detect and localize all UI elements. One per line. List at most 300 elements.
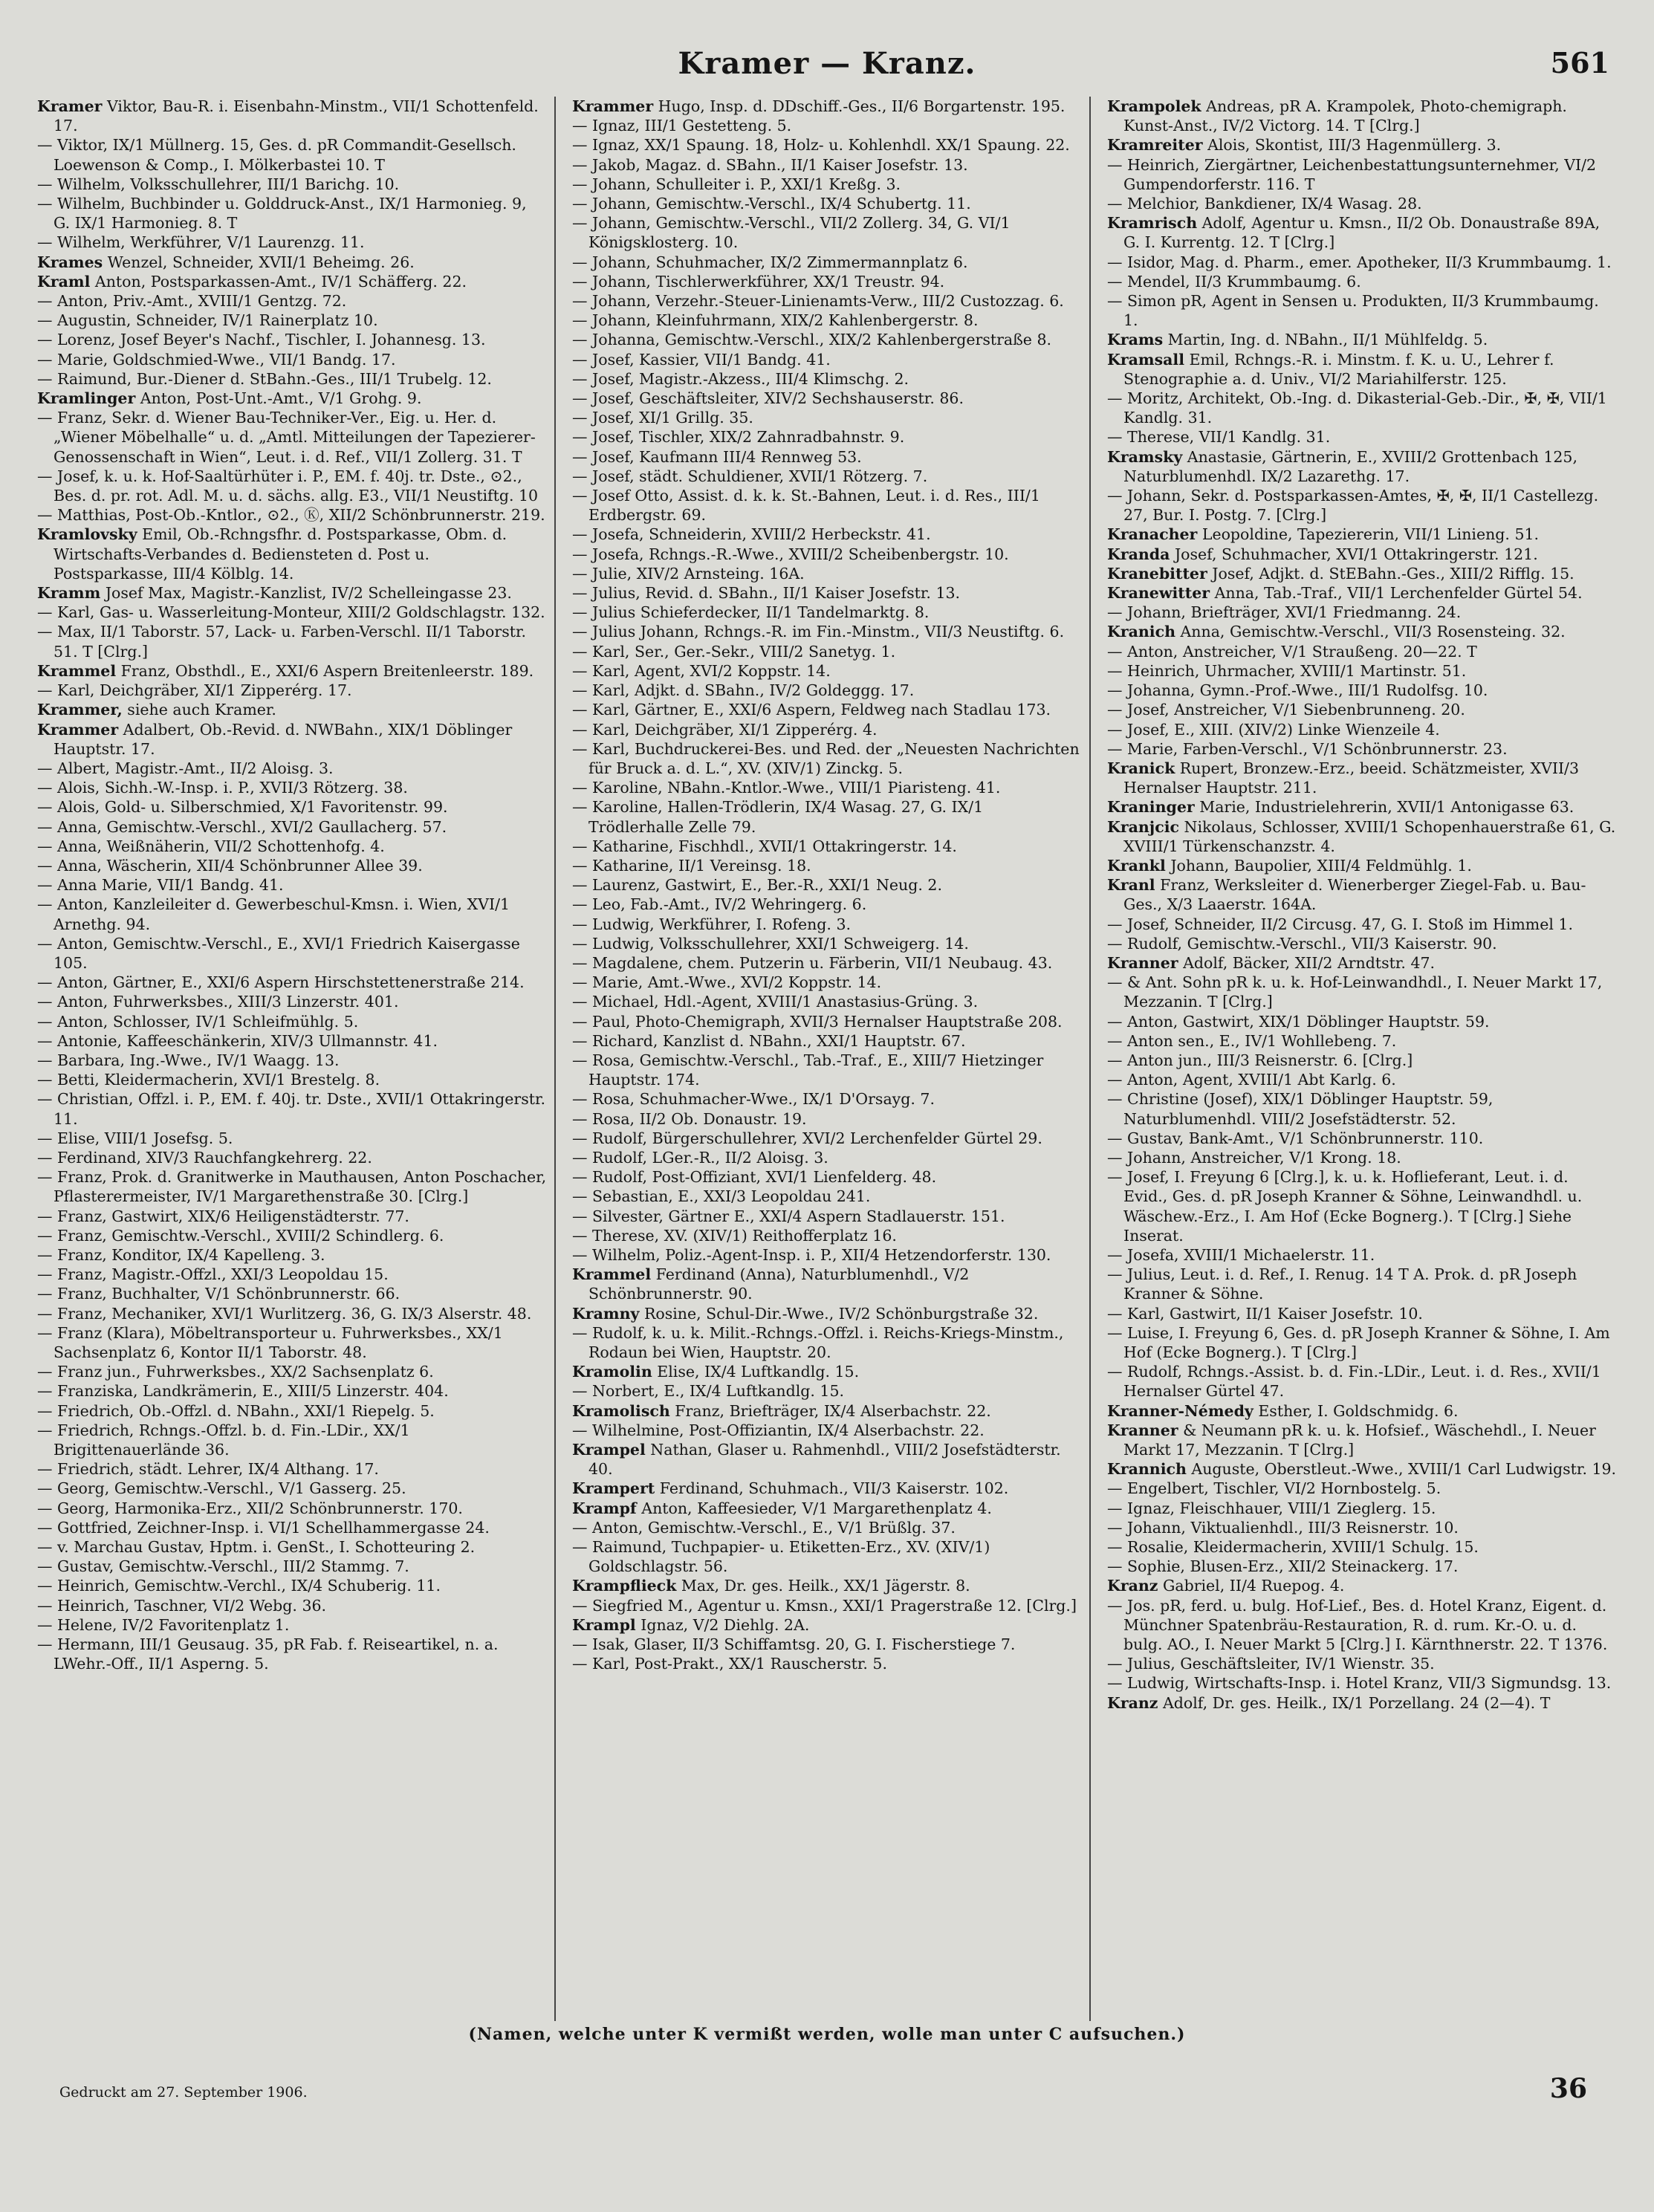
entry-details: Emil, Rchngs.-R. i. Minstm. f. K. u. U., Lehrer f. Stenographie a. d. Univ., VI/2 Mariahilferstr. 125. xyxy=(1123,350,1554,388)
directory-entry xyxy=(37,330,547,349)
directory-entry xyxy=(1107,1265,1617,1303)
directory-entry xyxy=(572,1537,1082,1576)
entry-details: — Lorenz, Josef Beyer's Nachf., Tischler, I. Johannesg. 13. xyxy=(37,331,486,349)
entry-details: — Jos. pR, ferd. u. bulg. Hof-Lief., Bes. d. Hotel Kranz, Eigent. d. Münchner Spatenbräu-Restauration, R. d. rum. Kr.-O. u. d. bulg. AO., I. Neuer Markt 5 [Clrg.] I. Kärnthnerstr. 22. T 1376. xyxy=(1107,1596,1608,1654)
column-middle xyxy=(572,97,1091,2021)
entry-details: & Neumann pR k. u. k. Hofsief., Wäschehdl., I. Neuer Markt 17, Mezzanin. T [Clrg.] xyxy=(1123,1421,1596,1459)
entry-details: — Johann, Viktualienhdl., III/3 Reisnerstr. 10. xyxy=(1107,1518,1459,1537)
entry-details: — Gustav, Gemischtw.-Verschl., III/2 Stammg. 7. xyxy=(37,1557,409,1576)
directory-entry xyxy=(572,1265,1082,1303)
directory-entry xyxy=(572,992,1082,1011)
entry-surname: Krampl xyxy=(572,1615,636,1634)
entry-surname: Kranick xyxy=(1107,759,1175,777)
entry-details: — Anton, Agent, XVIII/1 Abt Karlg. 6. xyxy=(1107,1071,1396,1089)
entry-details: — Josef, k. u. k. Hof-Saaltürhüter i. P., EM. f. 40j. tr. Dste., ⊙2., Bes. d. pr. rot. Adl. M. u. d. sächs. allg. E3., VII/1 Neustiftg. 10 xyxy=(37,467,539,505)
entry-details: — Julius, Geschäftsleiter, IV/1 Wienstr. 35. xyxy=(1107,1655,1435,1673)
entry-details: — Rudolf, Rchngs.-Assist. b. d. Fin.-LDir., Leut. i. d. Res., XVII/1 Hernalser Gürtel 47. xyxy=(1107,1363,1601,1401)
entry-details: — Sophie, Blusen-Erz., XII/2 Steinackerg. 17. xyxy=(1107,1557,1459,1576)
directory-entry xyxy=(37,1596,547,1615)
entry-surname: Kramsky xyxy=(1107,447,1183,466)
entry-details: — Josef, Schneider, II/2 Circusg. 47, G. I. Stoß im Himmel 1. xyxy=(1107,915,1573,933)
directory-entry xyxy=(1107,253,1617,272)
entry-surname: Krampel xyxy=(572,1441,646,1459)
entry-details: Ferdinand, Schuhmach., VII/3 Kaiserstr. 102. xyxy=(655,1479,1009,1498)
entry-details: — Alois, Gold- u. Silberschmied, X/1 Favoritenstr. 99. xyxy=(37,798,448,817)
directory-entry xyxy=(1107,739,1617,759)
entry-details: — Marie, Amt.-Wwe., XVI/2 Koppstr. 14. xyxy=(572,973,882,992)
entry-surname: Krampflieck xyxy=(572,1577,677,1595)
directory-entry xyxy=(572,603,1082,622)
entry-details: — Josef, XI/1 Grillg. 35. xyxy=(572,409,753,427)
entry-details: — Rosa, II/2 Ob. Donaustr. 19. xyxy=(572,1109,807,1128)
directory-entry xyxy=(572,1148,1082,1167)
directory-entry xyxy=(1107,759,1617,797)
directory-entry xyxy=(37,1537,547,1557)
entry-details: — Anton, Anstreicher, V/1 Straußeng. 20—22. T xyxy=(1107,642,1477,661)
entry-surname: Kranda xyxy=(1107,545,1170,563)
directory-entry xyxy=(572,467,1082,486)
directory-entry xyxy=(572,1401,1082,1421)
directory-entry xyxy=(37,233,547,252)
entry-details: — Josef, E., XIII. (XIV/2) Linke Wienzeile 4. xyxy=(1107,720,1440,739)
entry-details: Ignaz, V/2 Diehlg. 2A. xyxy=(635,1615,810,1634)
directory-entry xyxy=(37,1207,547,1226)
directory-entry xyxy=(37,661,547,681)
footer-note: (Namen, welche unter K vermißt werden, wolle man unter C aufsuchen.) xyxy=(468,2025,1186,2044)
entry-details: — Ludwig, Volksschullehrer, XXI/1 Schweigerg. 14. xyxy=(572,934,969,953)
directory-entry xyxy=(572,97,1082,116)
entry-surname: Krammel xyxy=(572,1265,652,1284)
entry-details: — Therese, VII/1 Kandlg. 31. xyxy=(1107,428,1331,447)
entry-details: — Wilhelm, Werkführer, V/1 Laurenzg. 11. xyxy=(37,233,365,252)
entry-details: Max, Dr. ges. Heilk., XX/1 Jägerstr. 8. xyxy=(676,1577,970,1595)
entry-details: — Simon pR, Agent in Sensen u. Produkten, II/3 Krummbaumg. 1. xyxy=(1107,292,1599,330)
directory-entry xyxy=(37,1051,547,1070)
entry-details: — v. Marchau Gustav, Hptm. i. GenSt., I. Schotteuring 2. xyxy=(37,1538,476,1557)
directory-entry xyxy=(1107,856,1617,875)
directory-entry xyxy=(1107,953,1617,973)
directory-entry xyxy=(1107,720,1617,739)
directory-entry xyxy=(37,622,547,661)
entry-details: — Katharine, II/1 Vereinsg. 18. xyxy=(572,856,811,875)
directory-entry xyxy=(572,1635,1082,1654)
entry-details: — Marie, Farben-Verschl., V/1 Schönbrunnerstr. 23. xyxy=(1107,739,1508,758)
entry-details: — Sebastian, E., XXI/3 Leopoldau 241. xyxy=(572,1187,871,1206)
directory-entry xyxy=(1107,97,1617,135)
entry-details: — Anna, Wäscherin, XII/4 Schönbrunner Allee 39. xyxy=(37,856,423,875)
directory-entry xyxy=(572,350,1082,369)
directory-entry xyxy=(37,135,547,174)
entry-details: — Therese, XV. (XIV/1) Reithofferplatz 16. xyxy=(572,1226,897,1245)
directory-entry xyxy=(37,1070,547,1089)
directory-entry xyxy=(572,253,1082,272)
entry-details: — Hermann, III/1 Geusaug. 35, pR Fab. f. Reiseartikel, n. a. LWehr.-Off., II/1 Asperng. 5. xyxy=(37,1635,499,1673)
directory-entry xyxy=(572,1596,1082,1615)
directory-entry xyxy=(1107,1518,1617,1537)
directory-entry xyxy=(1107,915,1617,934)
directory-entry xyxy=(572,1207,1082,1226)
entry-details: — Johann, Sekr. d. Postsparkassen-Amtes, ✠, ✠, II/1 Castellezg. 27, Bur. I. Postg. 7. [Clrg.] xyxy=(1107,487,1599,525)
entry-details: Nikolaus, Schlosser, XVIII/1 Schopenhauerstraße 61, G. XVIII/1 Türkenschanzstr. 4. xyxy=(1123,817,1616,855)
directory-entry xyxy=(1107,622,1617,641)
entry-details: — Moritz, Architekt, Ob.-Ing. d. Dikasterial-Geb.-Dir., ✠, ✠, VII/1 Kandlg. 31. xyxy=(1107,389,1607,427)
entry-details: — Max, II/1 Taborstr. 57, Lack- u. Farben-Verschl. II/1 Taborstr. 51. T [Clrg.] xyxy=(37,623,527,661)
entry-details: — Johann, Schulleiter i. P., XXI/1 Kreßg. 3. xyxy=(572,175,901,193)
directory-entry xyxy=(572,389,1082,408)
entry-details: Gabriel, II/4 Ruepog. 4. xyxy=(1158,1577,1345,1595)
entry-details: — Julius Schieferdecker, II/1 Tandelmarktg. 8. xyxy=(572,603,930,622)
entry-details: Josef, Adjkt. d. StEBahn.-Ges., XIII/2 Rifflg. 15. xyxy=(1207,564,1574,583)
directory-entry xyxy=(572,427,1082,447)
entry-details: — Johann, Tischlerwerkführer, XX/1 Treustr. 94. xyxy=(572,272,945,291)
column-left xyxy=(37,97,556,2021)
entry-details: — Rudolf, k. u. k. Milit.-Rchngs.-Offzl. i. Reichs-Kriegs-Minstm., Rodaun bei Wien, Hauptstr. 20. xyxy=(572,1323,1064,1361)
directory-entry xyxy=(37,369,547,389)
entry-surname: Kramny xyxy=(572,1304,640,1323)
directory-entry xyxy=(1107,1499,1617,1518)
directory-entry xyxy=(572,408,1082,427)
entry-surname: Kranjcic xyxy=(1107,817,1179,836)
directory-entry xyxy=(572,1323,1082,1362)
entry-details: — Karl, Post-Prakt., XX/1 Rauscherstr. 5. xyxy=(572,1655,887,1673)
entry-details: — Ferdinand, XIV/3 Rauchfangkehrerg. 22. xyxy=(37,1148,372,1167)
directory-entry xyxy=(37,1635,547,1673)
directory-entry xyxy=(1107,1673,1617,1693)
entry-details: — Friedrich, Rchngs.-Offzl. b. d. Fin.-LDir., XX/1 Brigittenauerlände 36. xyxy=(37,1421,410,1459)
directory-entry xyxy=(37,1323,547,1362)
entry-details: Auguste, Oberstleut.-Wwe., XVIII/1 Carl Ludwigstr. 19. xyxy=(1186,1460,1617,1479)
entry-details: Hugo, Insp. d. DDschiff.-Ges., II/6 Borgartenstr. 195. xyxy=(653,97,1066,115)
directory-entry xyxy=(1107,700,1617,719)
entry-details: — Karl, Gastwirt, II/1 Kaiser Josefstr. 10. xyxy=(1107,1304,1423,1323)
directory-entry xyxy=(37,408,547,467)
entry-details: Adalbert, Ob.-Revid. d. NWBahn., XIX/1 Döblinger Hauptstr. 17. xyxy=(53,720,513,758)
entry-details: — Heinrich, Taschner, VI/2 Webg. 36. xyxy=(37,1596,327,1615)
directory-entry xyxy=(1107,291,1617,330)
entry-details: — Anton jun., III/3 Reisnerstr. 6. [Clrg.] xyxy=(1107,1051,1413,1069)
entry-details: — Karoline, Hallen-Trödlerin, IX/4 Wasag. 27, G. IX/1 Trödlerhalle Zelle 79. xyxy=(572,798,984,836)
directory-entry xyxy=(37,1245,547,1265)
directory-entry xyxy=(572,1109,1082,1129)
entry-details: — Raimund, Tuchpapier- u. Etiketten-Erz., XV. (XIV/1) Goldschlagstr. 56. xyxy=(572,1538,990,1576)
entry-details: — Friedrich, Ob.-Offzl. d. NBahn., XXI/1 Riepelg. 5. xyxy=(37,1401,435,1420)
directory-entry xyxy=(1107,525,1617,544)
directory-entry xyxy=(572,700,1082,719)
entry-details: — Siegfried M., Agentur u. Kmsn., XXI/1 Pragerstraße 12. [Clrg.] xyxy=(572,1596,1077,1615)
directory-entry xyxy=(572,272,1082,291)
entry-surname: Kranner xyxy=(1107,953,1178,972)
entry-details: Rosine, Schul-Dir.-Wwe., IV/2 Schönburgstraße 32. xyxy=(639,1304,1039,1323)
entry-details: — Luise, I. Freyung 6, Ges. d. pR Joseph Kranner & Söhne, I. Am Hof (Ecke Bognerg.). T [Clrg.] xyxy=(1107,1323,1610,1361)
entry-details: — Albert, Magistr.-Amt., II/2 Aloisg. 3. xyxy=(37,759,334,777)
entry-details: — Paul, Photo-Chemigraph, XVII/3 Hernalser Hauptstraße 208. xyxy=(572,1012,1063,1031)
directory-entry xyxy=(37,1284,547,1303)
entry-details: — Viktor, IX/1 Müllnerg. 15, Ges. d. pR Commandit-Gesellsch. Loewenson & Comp., I. Mölkerbastei 10. T xyxy=(37,136,516,174)
entry-details: Andreas, pR A. Krampolek, Photo-chemigraph. Kunst-Anst., IV/2 Victorg. 14. T [Clrg.] xyxy=(1123,97,1567,135)
directory-entry xyxy=(1107,1031,1617,1051)
directory-entry xyxy=(37,1615,547,1635)
directory-entry xyxy=(37,603,547,622)
entry-details: — Josef, I. Freyung 6 [Clrg.], k. u. k. Hoflieferant, Leut. i. d. Evid., Ges. d. pR Joseph Kranner & Söhne, Leinwandhdl. u. Wäschew.-Erz., I. Am Hof (Ecke Bognerg.). T [Clrg.] Siehe Inserat. xyxy=(1107,1168,1583,1245)
entry-details: — Ludwig, Werkführer, I. Rofeng. 3. xyxy=(572,915,852,933)
entry-details: — Josef, Tischler, XIX/2 Zahnradbahnstr. 9. xyxy=(572,428,905,447)
directory-entry xyxy=(37,837,547,856)
directory-entry xyxy=(37,253,547,272)
directory-entry xyxy=(572,155,1082,175)
entry-details: — Karl, Ser., Ger.-Sekr., VIII/2 Sanetyg. 1. xyxy=(572,642,896,661)
entry-details: — Josef Otto, Assist. d. k. k. St.-Bahnen, Leut. i. d. Res., III/1 Erdbergstr. 69. xyxy=(572,487,1040,525)
directory-entry xyxy=(37,1148,547,1167)
entry-details: — Wilhelm, Poliz.-Agent-Insp. i. P., XII/4 Hetzendorferstr. 130. xyxy=(572,1245,1051,1264)
entry-details: — Engelbert, Tischler, VI/2 Hornbostelg. 5. xyxy=(1107,1479,1441,1498)
directory-entry xyxy=(37,583,547,603)
directory-entry xyxy=(1107,1654,1617,1673)
directory-entry xyxy=(572,1421,1082,1440)
entry-details: Adolf, Bäcker, XII/2 Arndtstr. 47. xyxy=(1178,953,1436,972)
entry-details: — Rosa, Gemischtw.-Verschl., Tab.-Traf., E., XIII/7 Hietzinger Hauptstr. 174. xyxy=(572,1051,1044,1089)
directory-entry xyxy=(1107,934,1617,953)
directory-entry xyxy=(1107,272,1617,291)
directory-entry xyxy=(1107,1012,1617,1031)
directory-entry xyxy=(1107,1167,1617,1245)
directory-entry xyxy=(572,1051,1082,1089)
entry-details: — Mendel, II/3 Krummbaumg. 6. xyxy=(1107,272,1361,291)
directory-entry xyxy=(572,681,1082,700)
entry-surname: Krampert xyxy=(572,1479,655,1498)
entry-details: — Johanna, Gymn.-Prof.-Wwe., III/1 Rudolfsg. 10. xyxy=(1107,681,1488,700)
directory-entry xyxy=(1107,330,1617,349)
entry-details: — Anton, Gemischtw.-Verschl., E., XVI/1 Friedrich Kaisergasse 105. xyxy=(37,934,520,972)
directory-entry xyxy=(1107,1323,1617,1362)
entry-details: Ferdinand (Anna), Naturblumenhdl., V/2 Schönbrunnerstr. 90. xyxy=(588,1265,970,1303)
directory-entry xyxy=(572,369,1082,389)
entry-details: — Augustin, Schneider, IV/1 Rainerplatz 10. xyxy=(37,311,378,330)
directory-entry xyxy=(1107,661,1617,681)
directory-entry xyxy=(37,291,547,311)
directory-entry xyxy=(572,973,1082,992)
directory-entry xyxy=(37,1012,547,1031)
entry-details: — Johann, Kleinfuhrmann, XIX/2 Kahlenbergerstr. 8. xyxy=(572,311,979,330)
directory-entry xyxy=(37,895,547,933)
directory-entry xyxy=(37,759,547,778)
directory-entry xyxy=(37,311,547,330)
entry-details: — Josef, Magistr.-Akzess., III/4 Klimschg. 2. xyxy=(572,369,909,388)
entry-details: — Christine (Josef), XIX/1 Döblinger Hauptstr. 59, Naturblumenhdl. VIII/2 Josefstädterstr. 52. xyxy=(1107,1090,1494,1128)
directory-entry xyxy=(572,311,1082,330)
directory-entry xyxy=(572,1129,1082,1148)
directory-entry xyxy=(1107,1693,1617,1713)
directory-entry xyxy=(37,1226,547,1245)
directory-entry xyxy=(572,545,1082,564)
entry-details: Josef, Schuhmacher, XVI/1 Ottakringerstr. 121. xyxy=(1170,545,1538,563)
directory-entry xyxy=(37,681,547,700)
directory-entry xyxy=(572,1012,1082,1031)
entry-details: — Heinrich, Uhrmacher, XVIII/1 Martinstr. 51. xyxy=(1107,661,1467,680)
entry-details: — Franz, Buchhalter, V/1 Schönbrunnerstr. 66. xyxy=(37,1285,400,1303)
entry-surname: Kramer xyxy=(37,97,103,115)
entry-details: — Rudolf, Post-Offiziant, XVI/1 Lienfelderg. 48. xyxy=(572,1168,937,1187)
directory-entry xyxy=(1107,545,1617,564)
directory-entry xyxy=(37,720,547,759)
entry-details: — Ludwig, Wirtschafts-Insp. i. Hotel Kranz, VII/3 Sigmundsg. 13. xyxy=(1107,1674,1612,1693)
entry-details: — Leo, Fab.-Amt., IV/2 Wehringerg. 6. xyxy=(572,895,867,914)
directory-entry xyxy=(1107,447,1617,486)
directory-entry xyxy=(1107,797,1617,817)
directory-entry xyxy=(572,856,1082,875)
directory-entry xyxy=(1107,642,1617,661)
entry-details: — Anton, Fuhrwerksbes., XIII/3 Linzerstr. 401. xyxy=(37,993,399,1011)
entry-details: Franz, Briefträger, IX/4 Alserbachstr. 22. xyxy=(669,1401,991,1420)
entry-details: — Julius, Revid. d. SBahn., II/1 Kaiser Josefstr. 13. xyxy=(572,584,961,603)
entry-details: — Laurenz, Gastwirt, E., Ber.-R., XXI/1 Neug. 2. xyxy=(572,876,942,895)
entry-surname: Kranacher xyxy=(1107,525,1198,544)
directory-entry xyxy=(37,992,547,1011)
entry-details: Adolf, Agentur u. Kmsn., II/2 Ob. Donaustraße 89A, G. I. Kurrentg. 12. T [Clrg.] xyxy=(1123,214,1601,252)
entry-surname: Kranewitter xyxy=(1107,584,1210,603)
directory-entry xyxy=(1107,583,1617,603)
entry-details: — Julius, Leut. i. d. Ref., I. Renug. 14 T A. Prok. d. pR Joseph Kranner & Söhne. xyxy=(1107,1265,1577,1303)
directory-entry xyxy=(1107,875,1617,914)
directory-entry xyxy=(1107,135,1617,155)
entry-details: — Rosa, Schuhmacher-Wwe., IX/1 D'Orsayg. 7. xyxy=(572,1090,935,1109)
entry-details: Franz, Obsthdl., E., XXI/6 Aspern Breitenleerstr. 189. xyxy=(116,661,534,680)
directory-entry xyxy=(572,1187,1082,1206)
entry-details: — Katharine, Fischhdl., XVII/1 Ottakringerstr. 14. xyxy=(572,837,957,855)
directory-entry xyxy=(572,583,1082,603)
directory-entry xyxy=(572,661,1082,681)
entry-details: — Anton sen., E., IV/1 Wohllebeng. 7. xyxy=(1107,1031,1397,1050)
entry-surname: Krams xyxy=(1107,331,1164,349)
directory-entry xyxy=(1107,1459,1617,1479)
entry-details: — Franz, Sekr. d. Wiener Bau-Techniker-Ver., Eig. u. Her. d. „Wiener Möbelhalle“ u. d. „Amtl. Mitteilungen der Tapezierer-Genossenschaft in Wien“, Leut. i. d. Ref., VII/1 Zollerg. 31. T xyxy=(37,409,536,466)
directory-entry xyxy=(37,934,547,973)
directory-entry xyxy=(572,915,1082,934)
entry-details: — Karl, Gärtner, E., XXI/6 Aspern, Feldweg nach Stadlau 173. xyxy=(572,701,1051,719)
directory-entry xyxy=(1107,389,1617,427)
entry-details: — Franz, Magistr.-Offzl., XXI/3 Leopoldau 15. xyxy=(37,1265,389,1284)
directory-entry xyxy=(572,486,1082,525)
directory-entry xyxy=(572,739,1082,778)
directory-entry xyxy=(1107,1421,1617,1459)
directory-entry xyxy=(37,1381,547,1401)
entry-details: — Johann, Briefträger, XVI/1 Friedmanng. 24. xyxy=(1107,603,1462,622)
directory-entry xyxy=(572,1499,1082,1518)
entry-surname: Kramrisch xyxy=(1107,214,1198,233)
directory-entry xyxy=(1107,350,1617,389)
directory-entry xyxy=(37,1304,547,1323)
entry-details: Franz, Werksleiter d. Wienerberger Ziegel-Fab. u. Bau-Ges., X/3 Laaerstr. 164A. xyxy=(1123,876,1586,914)
entry-details: — Johann, Gemischtw.-Verschl., IX/4 Schubertg. 11. xyxy=(572,195,971,213)
entry-details: Anna, Tab.-Traf., VII/1 Lerchenfelder Gürtel 54. xyxy=(1210,584,1583,603)
entry-details: — Franz, Gemischtw.-Verschl., XVIII/2 Schindlerg. 6. xyxy=(37,1226,444,1245)
entry-details: — Franz, Prok. d. Granitwerke in Mauthausen, Anton Poschacher, Pflasterermeister, IV/1 Margarethenstraße 30. [Clrg.] xyxy=(37,1168,547,1206)
entry-details: Johann, Baupolier, XIII/4 Feldmühlg. 1. xyxy=(1165,856,1472,875)
directory-entry xyxy=(572,837,1082,856)
directory-entry xyxy=(572,564,1082,583)
entry-details: Marie, Industrielehrerin, XVII/1 Antonigasse 63. xyxy=(1194,798,1574,817)
directory-entry xyxy=(37,1421,547,1459)
entry-details: — Franz (Klara), Möbeltransporteur u. Fuhrwerksbes., XX/1 Sachsenplatz 6, Kontor II/1 Taborstr. 48. xyxy=(37,1323,503,1361)
entry-details: — Karl, Agent, XVI/2 Koppstr. 14. xyxy=(572,661,831,680)
directory-entry xyxy=(572,1362,1082,1381)
directory-entry xyxy=(1107,1129,1617,1148)
directory-entry xyxy=(1107,1537,1617,1557)
directory-entry xyxy=(1107,564,1617,583)
entry-surname: Krankl xyxy=(1107,856,1166,875)
entry-surname: Kranl xyxy=(1107,876,1155,895)
entry-details: — Georg, Gemischtw.-Verschl., V/1 Gasserg. 25. xyxy=(37,1479,406,1498)
directory-entry xyxy=(1107,213,1617,252)
entry-details: — Josef, Anstreicher, V/1 Siebenbrunneng. 20. xyxy=(1107,701,1465,719)
entry-details: — Julie, XIV/2 Arnsteing. 16A. xyxy=(572,564,805,583)
directory-entry xyxy=(37,97,547,135)
entry-details: — Anton, Schlosser, IV/1 Schleifmühlg. 5. xyxy=(37,1012,359,1031)
entry-details: Viktor, Bau-R. i. Eisenbahn-Minstm., VII/1 Schottenfeld. 17. xyxy=(53,97,539,135)
entry-details: Martin, Ing. d. NBahn., II/1 Mühlfeldg. 5. xyxy=(1163,331,1488,349)
directory-entry xyxy=(37,1479,547,1498)
directory-entry xyxy=(37,817,547,837)
entry-details: — Heinrich, Gemischtw.-Verchl., IX/4 Schuberig. 11. xyxy=(37,1577,441,1595)
directory-entry xyxy=(572,1518,1082,1537)
entry-surname: Krampolek xyxy=(1107,97,1201,115)
entry-details: Anton, Postsparkassen-Amt., IV/1 Schäfferg. 22. xyxy=(90,272,467,291)
directory-entry xyxy=(572,1245,1082,1265)
directory-entry xyxy=(1107,973,1617,1011)
entry-details: Nathan, Glaser u. Rahmenhdl., VIII/2 Josefstädterstr. 40. xyxy=(588,1441,1061,1479)
page-number: 561 xyxy=(1550,46,1609,80)
directory-entry xyxy=(37,875,547,895)
entry-details: — Franziska, Landkrämerin, E., XIII/5 Linzerstr. 404. xyxy=(37,1382,449,1401)
directory-entry xyxy=(37,1557,547,1576)
entry-details: — Silvester, Gärtner E., XXI/4 Aspern Stadlauerstr. 151. xyxy=(572,1207,1005,1225)
directory-entry xyxy=(572,116,1082,135)
entry-details: Elise, IX/4 Luftkandlg. 15. xyxy=(652,1363,860,1381)
entry-details: Anna, Gemischtw.-Verschl., VII/3 Rosensteing. 32. xyxy=(1175,623,1566,641)
directory-entry xyxy=(37,1362,547,1381)
entry-details: — Marie, Goldschmied-Wwe., VII/1 Bandg. 17. xyxy=(37,350,396,369)
page-title: Kramer — Kranz. xyxy=(678,46,976,81)
entry-details: — Ignaz, Fleischhauer, VIII/1 Zieglerg. 15. xyxy=(1107,1499,1436,1517)
entry-details: — Karl, Deichgräber, XI/1 Zipperérg. 17. xyxy=(37,681,352,700)
entry-surname: Kranner-Némedy xyxy=(1107,1401,1254,1420)
directory-entry xyxy=(1107,1479,1617,1498)
directory-entry xyxy=(1107,603,1617,622)
entry-details: — Franz, Konditor, IX/4 Kapelleng. 3. xyxy=(37,1245,325,1264)
directory-entry xyxy=(1107,1362,1617,1401)
directory-entry xyxy=(572,1654,1082,1673)
directory-entry xyxy=(1107,486,1617,525)
entry-surname: Kramlinger xyxy=(37,389,136,408)
entry-details: — Raimund, Bur.-Diener d. StBahn.-Ges., III/1 Trubelg. 12. xyxy=(37,369,492,388)
entry-details: Leopoldine, Tapeziererin, VII/1 Linieng. 51. xyxy=(1197,525,1540,544)
directory-entry xyxy=(572,778,1082,797)
directory-entry xyxy=(1107,1051,1617,1070)
entry-surname: Kranz xyxy=(1107,1693,1158,1712)
entry-details: — Wilhelmine, Post-Offiziantin, IX/4 Alserbachstr. 22. xyxy=(572,1421,985,1439)
entry-details: — Christian, Offzl. i. P., EM. f. 40j. tr. Dste., XVII/1 Ottakringerstr. 11. xyxy=(37,1090,546,1128)
entry-details: Esther, I. Goldschmidg. 6. xyxy=(1253,1401,1459,1420)
entry-details: — Josefa, Schneiderin, XVIII/2 Herbeckstr. 41. xyxy=(572,525,931,544)
directory-entry xyxy=(37,1459,547,1479)
entry-details: — Franz, Gastwirt, XIX/6 Heiligenstädterstr. 77. xyxy=(37,1207,409,1225)
entry-details: — Melchior, Bankdiener, IX/4 Wasag. 28. xyxy=(1107,195,1422,213)
entry-details: — Betti, Kleidermacherin, XVI/1 Brestelg. 8. xyxy=(37,1071,380,1089)
directory-entry xyxy=(572,1089,1082,1109)
entry-details: — Josefa, Rchngs.-R.-Wwe., XVIII/2 Scheibenbergstr. 10. xyxy=(572,545,1009,563)
directory-entry xyxy=(37,1167,547,1206)
directory-entry xyxy=(572,1440,1082,1479)
directory-entry xyxy=(37,175,547,194)
